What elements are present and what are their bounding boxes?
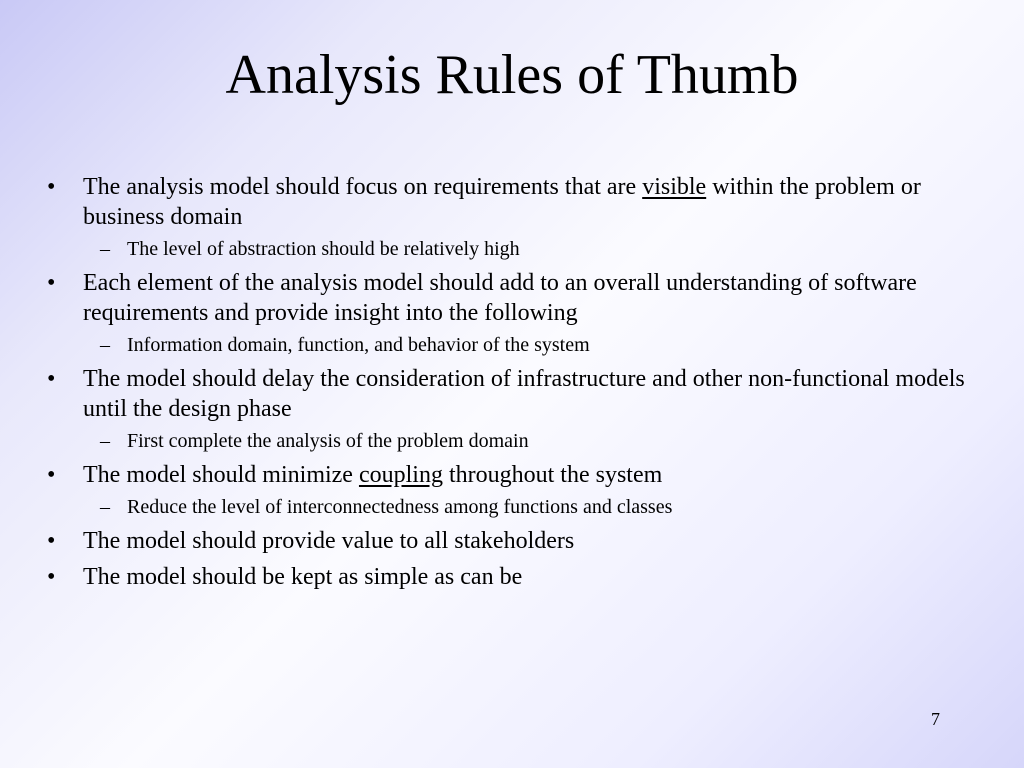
bullet-icon: • xyxy=(47,270,56,296)
bullet-icon: • xyxy=(47,528,56,554)
bullet-item xyxy=(47,364,977,424)
sub-bullet-text: The level of abstraction should be relatively high xyxy=(127,238,520,260)
sub-bullet-text: First complete the analysis of the problem domain xyxy=(127,430,529,452)
dash-icon: – xyxy=(100,496,110,518)
sub-bullet-item xyxy=(100,494,977,520)
page-number: 7 xyxy=(931,709,940,729)
bullet-item xyxy=(47,526,977,556)
sub-bullet-text: Reduce the level of interconnectedness among functions and classes xyxy=(127,496,673,518)
bullet-icon: • xyxy=(47,462,56,488)
bullet-item xyxy=(47,172,977,232)
sub-bullet-item xyxy=(100,428,977,454)
dash-icon: – xyxy=(100,334,110,356)
bullet-text: The model should delay the consideration of infrastructure and other non-functional models until the design phase xyxy=(83,366,965,422)
sub-bullet-item xyxy=(100,236,977,262)
bullet-icon: • xyxy=(47,564,56,590)
emphasis-visible: visible xyxy=(642,174,707,200)
emphasis-coupling: coupling xyxy=(358,462,443,488)
bullet-icon: • xyxy=(47,366,56,392)
bullet-item xyxy=(47,460,977,490)
bullet-item xyxy=(47,562,977,592)
bullet-text: The analysis model should focus on requirements that are visible within the problem or business domain xyxy=(83,174,921,230)
bullet-text: Each element of the analysis model should add to an overall understanding of software requirements and provide insight into the following xyxy=(83,270,917,326)
bullet-text: The model should be kept as simple as can be xyxy=(83,564,523,590)
sub-bullet-text: Information domain, function, and behavior of the system xyxy=(127,334,590,356)
dash-icon: – xyxy=(100,238,110,260)
dash-icon: – xyxy=(100,430,110,452)
bullet-item xyxy=(47,268,977,328)
bullet-text: The model should minimize coupling throughout the system xyxy=(83,462,663,488)
bullet-list xyxy=(47,166,977,592)
bullet-icon: • xyxy=(47,174,56,200)
slide-title: Analysis Rules of Thumb xyxy=(225,44,799,106)
bullet-text: The model should provide value to all stakeholders xyxy=(83,528,575,554)
sub-bullet-item xyxy=(100,332,977,358)
